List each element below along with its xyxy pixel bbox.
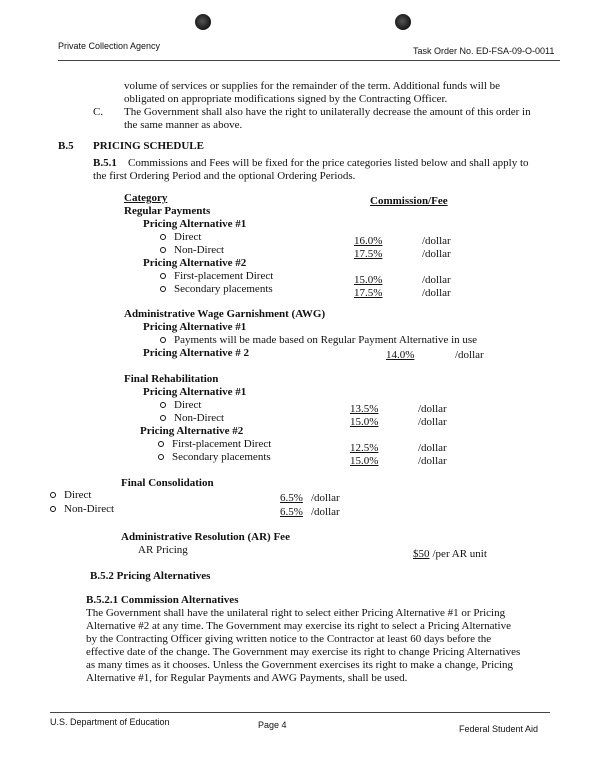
- regular-alt1: Pricing Alternative #1: [143, 218, 247, 230]
- consolidation-row-1-label: Direct: [50, 489, 91, 501]
- rehab-alt2-row-1-unit: /dollar: [418, 442, 447, 454]
- rehab-alt2-row-2-label: Secondary placements: [158, 451, 271, 463]
- intro-line-1: volume of services or supplies for the remainder of the term. Additional funds will be: [124, 80, 501, 92]
- rehab-alt1-row-2-label: Non-Direct: [160, 412, 224, 424]
- rehab-alt2-row-1-rate: 12.5%: [350, 442, 379, 454]
- footer-page-number: Page 4: [258, 720, 287, 730]
- regular-alt1-row-1-label: Direct: [160, 231, 201, 243]
- bullet-icon: [158, 454, 164, 460]
- col-category: Category: [124, 192, 168, 204]
- rehab-alt1-row-2-rate: 15.0%: [350, 416, 379, 428]
- rehab-alt2-row-1-label: First-placement Direct: [158, 438, 271, 450]
- rehab-alt2-row-2-rate: 15.0%: [350, 455, 379, 467]
- intro-c-label: C.: [93, 106, 104, 118]
- consolidation-row-1-rate: 6.5%: [280, 492, 303, 504]
- b5221-line-4: effective date of the change. The Government may exercise its right to change Pricing Alternatives: [86, 646, 521, 658]
- rehab-alt1-row-1-label: Direct: [160, 399, 201, 411]
- b5-number: B.5: [58, 140, 74, 152]
- regular-alt1-row-2-label: Non-Direct: [160, 244, 224, 256]
- ar-fee: [410, 548, 487, 560]
- regular-alt2-row-1-rate: 15.0%: [354, 274, 383, 286]
- bullet-icon: [160, 402, 166, 408]
- regular-alt2: Pricing Alternative #2: [143, 257, 247, 269]
- ar-title: Administrative Resolution (AR) Fee: [121, 531, 290, 543]
- rehab-alt2: Pricing Alternative #2: [140, 425, 244, 437]
- consolidation-row-2-unit: /dollar: [311, 506, 340, 518]
- bullet-icon: [160, 415, 166, 421]
- ar-fee-unit: /per AR unit: [432, 548, 487, 560]
- b51-line-2: the first Ordering Period and the optional Ordering Periods.: [93, 170, 356, 182]
- col-commission-fee: Commission/Fee: [370, 195, 448, 207]
- bullet-icon: [160, 273, 166, 279]
- bullet-icon: [160, 247, 166, 253]
- b52-title: B.5.2 Pricing Alternatives: [90, 570, 211, 582]
- intro-c-line-1: The Government shall also have the right to unilaterally decrease the amount of this order in: [124, 106, 531, 118]
- consolidation-row-1-unit: /dollar: [311, 492, 340, 504]
- b5221-line-2: Alternative #2 at any time. The Government may exercise its right to select a Pricing Alternative: [86, 620, 511, 632]
- b51-number: B.5.1: [93, 157, 117, 169]
- regular-alt2-row-2-unit: /dollar: [422, 287, 451, 299]
- punch-hole-right: [395, 14, 411, 30]
- regular-alt2-row-2-rate: 17.5%: [354, 287, 383, 299]
- rehab-alt1: Pricing Alternative #1: [143, 386, 247, 398]
- regular-alt1-row-1-rate: 16.0%: [354, 235, 383, 247]
- rehab-alt2-row-2-unit: /dollar: [418, 455, 447, 467]
- rehab-title: Final Rehabilitation: [124, 373, 219, 385]
- awg-alt2: Pricing Alternative # 2: [143, 347, 250, 359]
- b5221-title: B.5.2.1 Commission Alternatives: [86, 594, 239, 606]
- bullet-icon: [160, 286, 166, 292]
- b5221-line-5: as many times as it chooses. Unless the Government exercises its right to make a change, Pricing: [86, 659, 514, 671]
- regular-alt2-row-1-unit: /dollar: [422, 274, 451, 286]
- footer-agency: Federal Student Aid: [459, 724, 539, 734]
- regular-alt1-row-2-unit: /dollar: [422, 248, 451, 260]
- awg-alt2-unit: /dollar: [455, 349, 484, 361]
- consolidation-row-2-label: Non-Direct: [50, 503, 114, 515]
- bullet-icon: [50, 492, 56, 498]
- consolidation-title: Final Consolidation: [121, 477, 214, 489]
- b5221-line-6: Alternative #1, for Regular Payments and AWG Payments, shall be used.: [86, 672, 408, 684]
- rehab-alt1-row-1-rate: 13.5%: [350, 403, 379, 415]
- awg-alt1: Pricing Alternative #1: [143, 321, 247, 333]
- bullet-icon: [50, 506, 56, 512]
- awg-title: Administrative Wage Garnishment (AWG): [124, 308, 326, 320]
- regular-title: Regular Payments: [124, 205, 211, 217]
- awg-alt2-rate: 14.0%: [386, 349, 415, 361]
- regular-alt2-row-1-label: First-placement Direct: [160, 270, 273, 282]
- intro-line-2: obligated on appropriate modifications signed by the Contracting Officer.: [124, 93, 448, 105]
- rehab-alt1-row-1-unit: /dollar: [418, 403, 447, 415]
- punch-hole-left: [195, 14, 211, 30]
- consolidation-row-2-rate: 6.5%: [280, 506, 303, 518]
- b51-line-1: Commissions and Fees will be fixed for the price categories listed below and shall apply to: [128, 157, 529, 169]
- header-rule: [58, 60, 560, 61]
- bullet-icon: [158, 441, 164, 447]
- intro-c-line-2: the same manner as above.: [124, 119, 243, 131]
- bullet-icon: [160, 234, 166, 240]
- awg-alt1-note: Payments will be made based on Regular Payment Alternative in use: [160, 334, 477, 346]
- rehab-alt1-row-2-unit: /dollar: [418, 416, 447, 428]
- ar-fee-value: $50: [413, 548, 430, 560]
- b5-title: PRICING SCHEDULE: [93, 140, 204, 152]
- regular-alt1-row-2-rate: 17.5%: [354, 248, 383, 260]
- header-agency: Private Collection Agency: [58, 41, 161, 51]
- b5221-line-1: The Government shall have the unilateral right to select either Pricing Alternative #1 or Pricing: [86, 607, 506, 619]
- regular-alt2-row-2-label: Secondary placements: [160, 283, 273, 295]
- footer-department: U.S. Department of Education: [50, 717, 170, 727]
- footer-rule: [50, 712, 550, 713]
- b5221-line-3: by the Contracting Officer giving written notice to the Contractor at least 60 days before the: [86, 633, 492, 645]
- ar-label: AR Pricing: [138, 544, 188, 556]
- regular-alt1-row-1-unit: /dollar: [422, 235, 451, 247]
- bullet-icon: [160, 337, 166, 343]
- header-task-order: Task Order No. ED-FSA-09-O-0011: [413, 46, 555, 56]
